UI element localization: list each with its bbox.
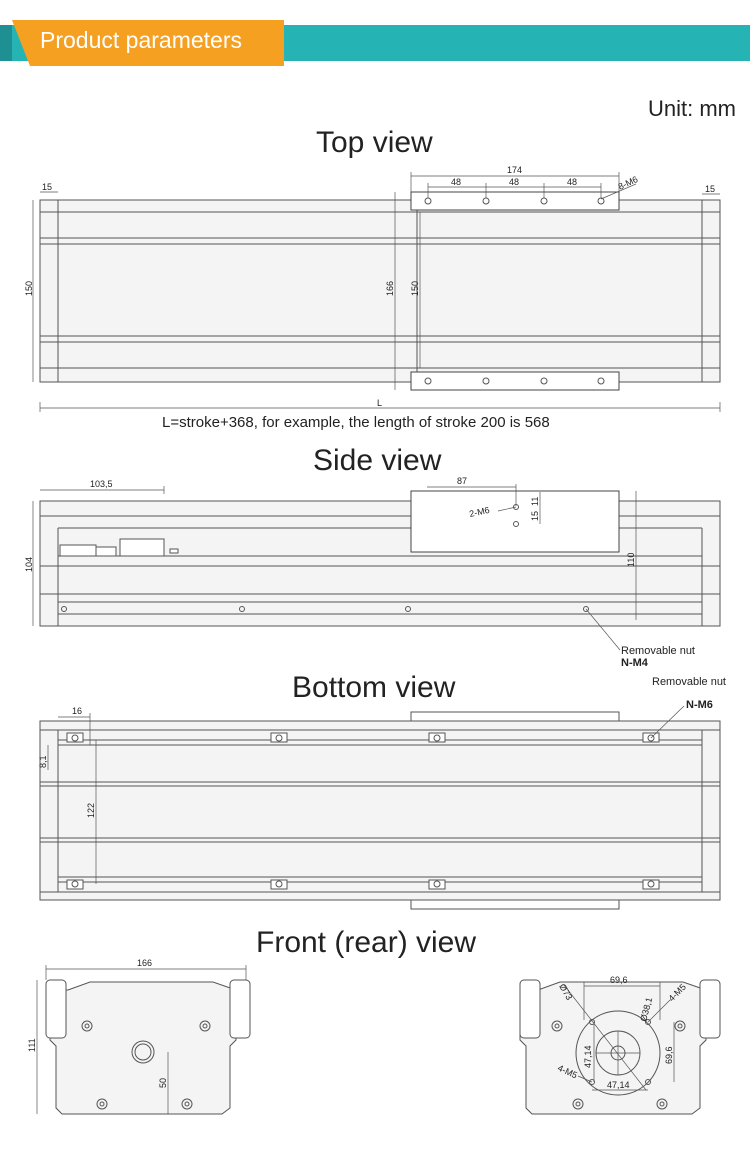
top-dim-15-right: 15 xyxy=(705,184,716,194)
front-dim-111: 111 xyxy=(27,1038,37,1052)
side-holes-label: 2-M6 xyxy=(468,504,491,519)
front-m5-left: 4-M5 xyxy=(556,1062,579,1081)
bottom-nut-spec: N-M6 xyxy=(686,699,713,711)
top-view-drawing xyxy=(33,172,720,412)
bottom-view-drawing xyxy=(40,706,720,909)
side-view-title: Side view xyxy=(313,444,442,477)
side-dim-15: 15 xyxy=(530,510,540,521)
front-dim-50: 50 xyxy=(158,1077,168,1088)
top-dim-150-mid: 150 xyxy=(410,280,420,296)
front-dim-d38: Ø38,1 xyxy=(638,996,655,1023)
front-dim-47-horizontal: 47,14 xyxy=(607,1080,630,1090)
page-title: Product parameters xyxy=(40,27,242,53)
top-dim-48b: 48 xyxy=(509,177,520,187)
top-holes-label: 8-M6 xyxy=(616,174,640,192)
front-dim-69-top: 69,6 xyxy=(610,975,628,985)
top-dim-166: 166 xyxy=(385,280,395,296)
top-dim-48c: 48 xyxy=(567,177,578,187)
front-dim-d73: Ø73 xyxy=(557,982,575,1002)
bottom-dim-8: 8,1 xyxy=(38,755,48,768)
side-dim-104: 104 xyxy=(24,556,34,572)
side-dim-11: 11 xyxy=(530,496,540,506)
side-nut-label: Removable nut xyxy=(621,645,695,657)
top-dim-150-left: 150 xyxy=(24,280,34,296)
unit-label: Unit: mm xyxy=(648,96,736,121)
length-caption: L=stroke+368, for example, the length of stroke 200 is 568 xyxy=(162,414,550,431)
top-dim-174: 174 xyxy=(507,165,523,175)
front-dim-47-vertical: 47,14 xyxy=(583,1045,593,1068)
top-dim-15-left: 15 xyxy=(42,182,53,192)
front-m5-top: 4-M5 xyxy=(666,981,688,1004)
side-dim-103: 103,5 xyxy=(90,479,113,489)
front-dim-69-right: 69,6 xyxy=(664,1046,674,1064)
bottom-dim-122: 122 xyxy=(86,802,96,818)
top-view-title: Top view xyxy=(316,126,433,159)
front-dim-166: 166 xyxy=(137,958,153,968)
bottom-dim-16: 16 xyxy=(72,706,83,716)
front-view-right-drawing xyxy=(520,980,720,1114)
side-dim-110: 110 xyxy=(626,552,636,567)
bottom-nut-label: Removable nut xyxy=(652,676,726,688)
bottom-view-title: Bottom view xyxy=(292,671,456,704)
side-nut-spec: N-M4 xyxy=(621,657,648,669)
front-view-title: Front (rear) view xyxy=(256,926,477,959)
side-dim-87: 87 xyxy=(457,476,468,486)
side-view-drawing xyxy=(33,484,720,650)
front-view-left-drawing xyxy=(37,965,250,1114)
top-dim-L: L xyxy=(377,398,383,408)
top-dim-48a: 48 xyxy=(451,177,462,187)
